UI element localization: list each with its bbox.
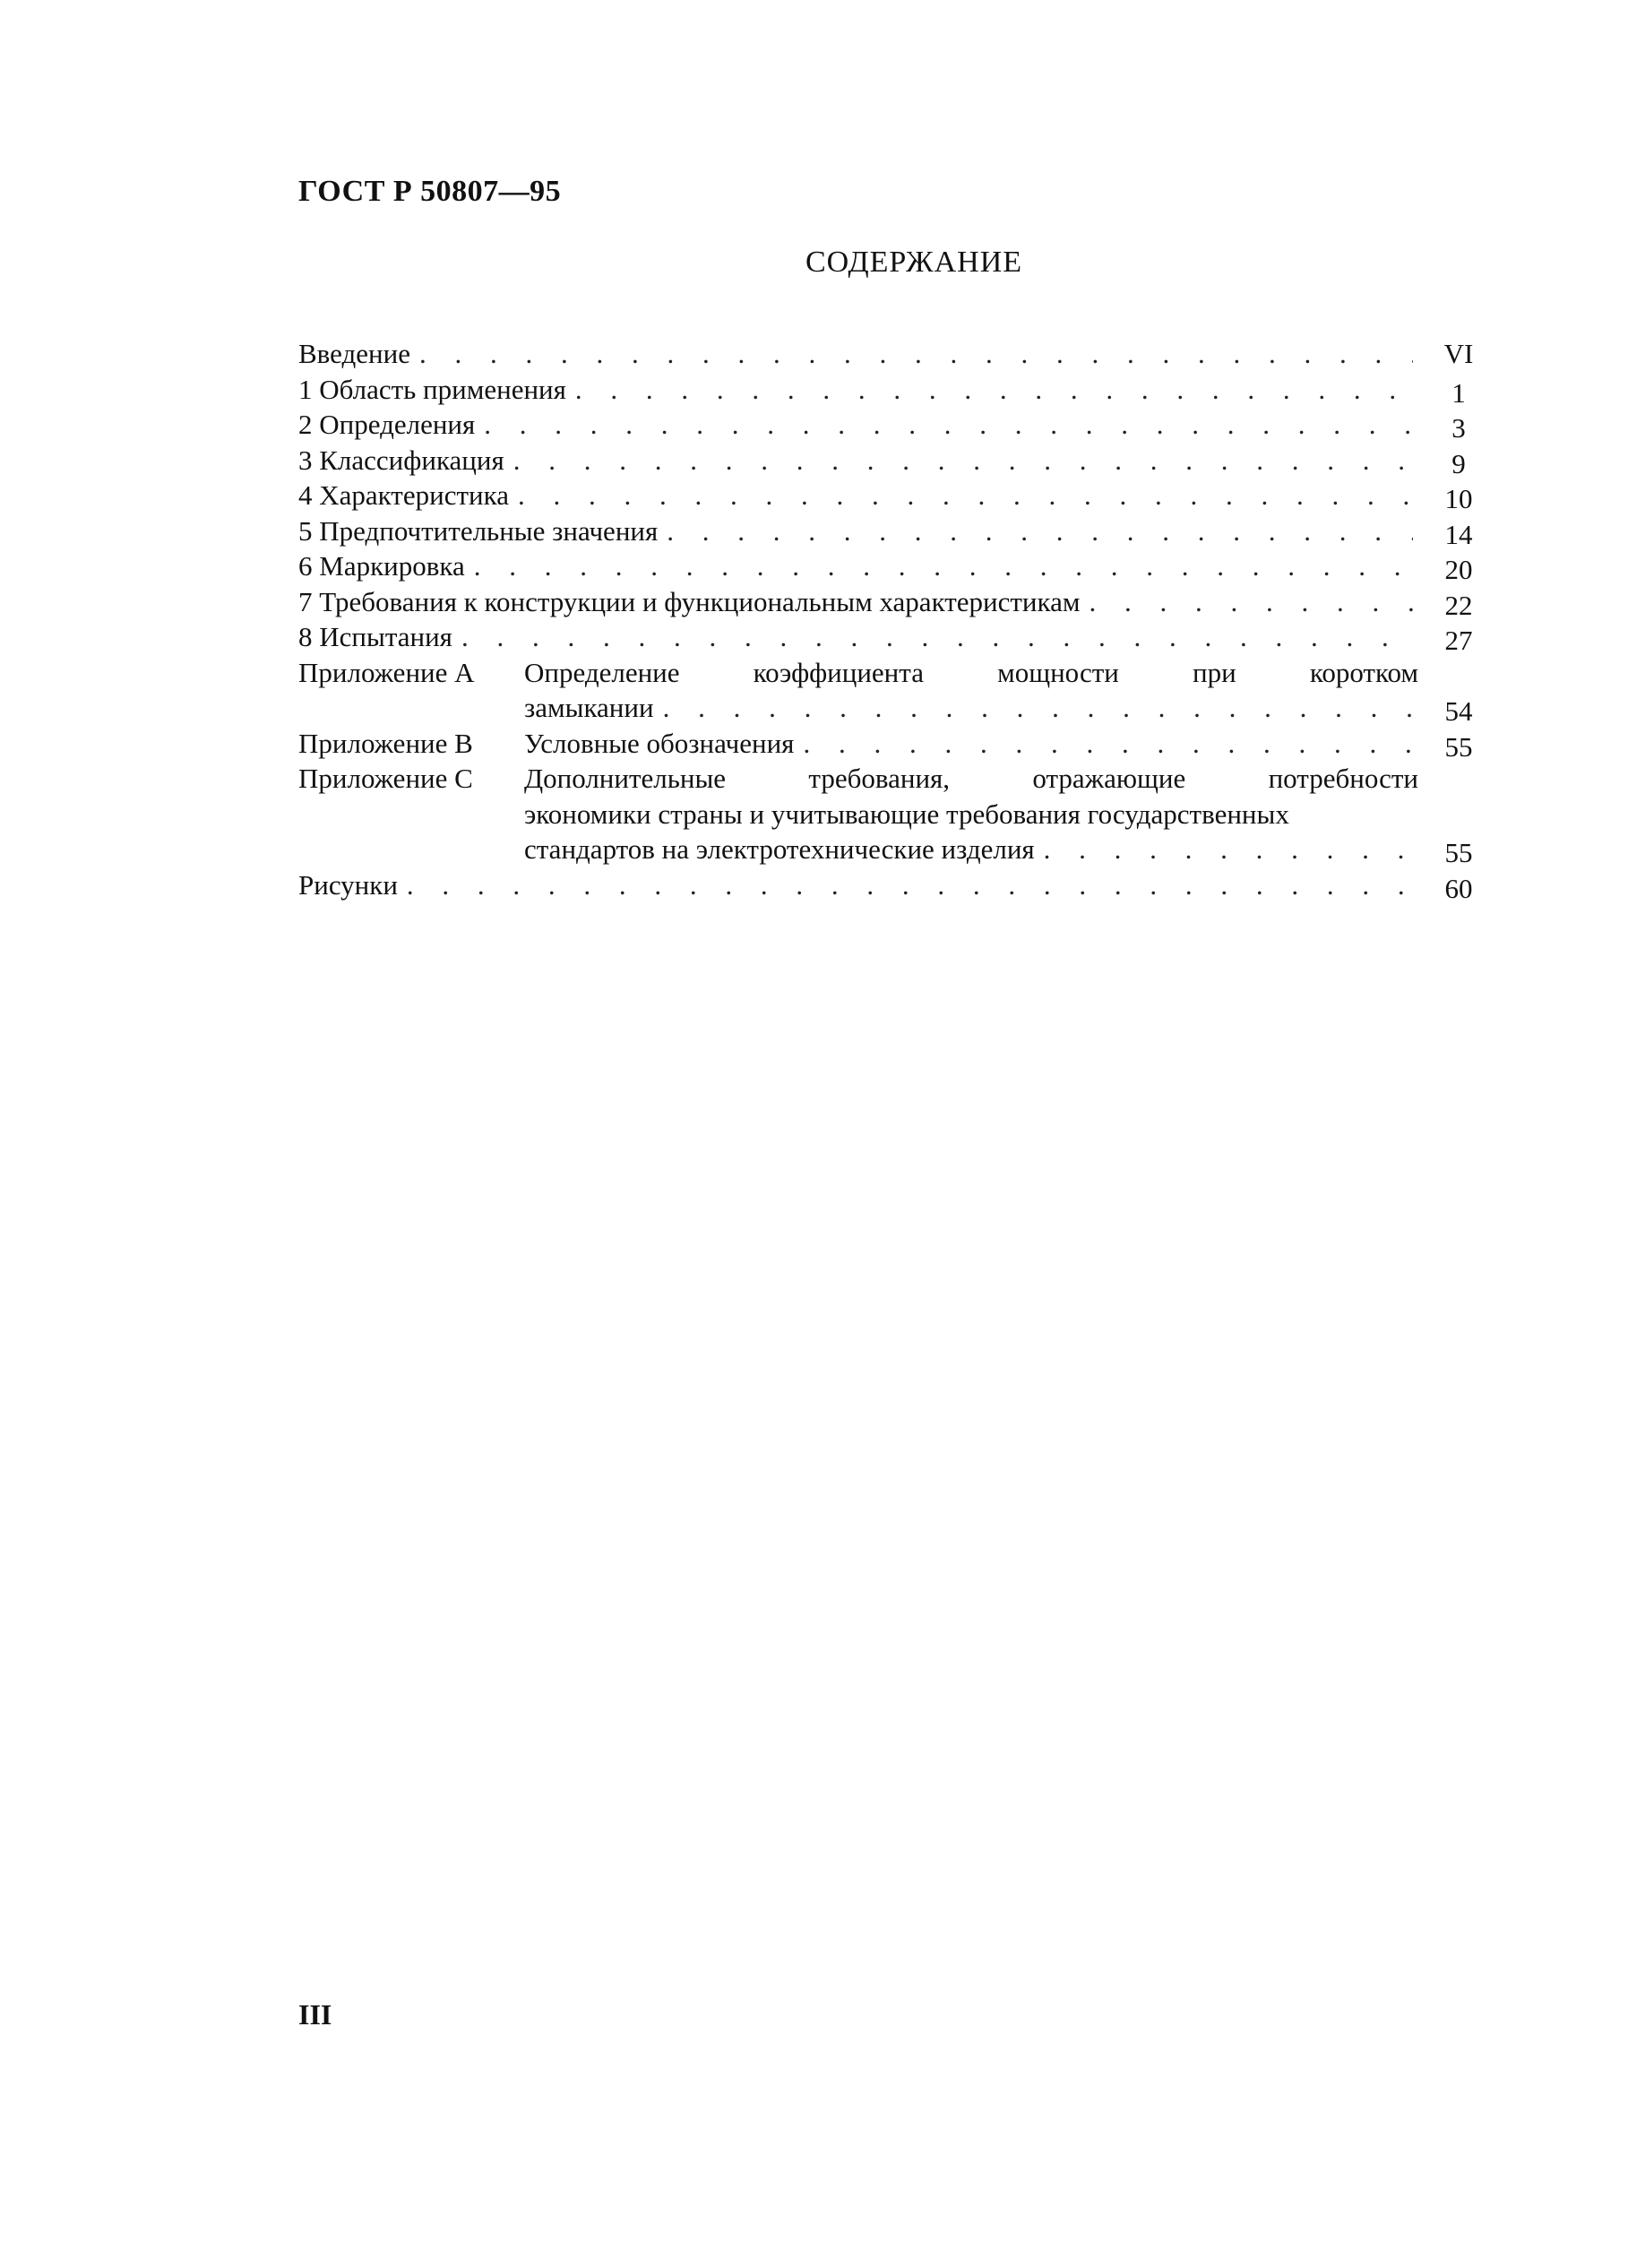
toc-entry-label: 3 Классификация bbox=[298, 444, 504, 476]
toc-entry-label: 1 Область применения bbox=[298, 373, 566, 405]
toc-page-number: 10 bbox=[1444, 483, 1473, 514]
toc-entry-word: мощности bbox=[997, 656, 1119, 688]
toc-entry-preferred-values[interactable] bbox=[298, 513, 1490, 549]
dot-leader bbox=[1089, 584, 1413, 620]
toc-entry-word: требования, bbox=[808, 763, 951, 794]
toc-entry-appendix-a[interactable] bbox=[298, 655, 1490, 726]
document-header: ГОСТ Р 50807—95 bbox=[298, 175, 562, 208]
toc-entry-label: Рисунки bbox=[298, 868, 398, 901]
toc-entry-label: 2 Определения bbox=[298, 409, 476, 440]
toc-page-number: 1 bbox=[1451, 376, 1466, 409]
toc-entry-characteristics[interactable] bbox=[298, 478, 1490, 513]
toc-entry-label: замыкании bbox=[524, 692, 654, 723]
toc-entry-appendix-b[interactable] bbox=[298, 726, 1490, 762]
toc-entry-tests[interactable] bbox=[298, 619, 1490, 655]
appendix-prefix: Приложение С bbox=[298, 763, 473, 794]
dot-leader bbox=[461, 619, 1413, 655]
toc-entry-label: стандартов на электротехнические изделия bbox=[524, 833, 1035, 865]
toc-entry-label: 6 Маркировка bbox=[298, 550, 465, 582]
dot-leader bbox=[518, 478, 1413, 513]
toc-page-number: 9 bbox=[1451, 447, 1466, 479]
appendix-prefix: Приложение В bbox=[298, 727, 473, 759]
toc-entry-word: при bbox=[1193, 656, 1236, 688]
toc-entry-classification[interactable] bbox=[298, 443, 1490, 479]
toc-page-number: 14 bbox=[1444, 518, 1473, 550]
toc-entry-appendix-c[interactable] bbox=[298, 761, 1490, 867]
toc-page-number: VI bbox=[1443, 338, 1474, 369]
toc-entry-word: отражающие bbox=[1032, 763, 1186, 794]
dot-leader bbox=[1044, 832, 1413, 867]
toc-entry-label: 4 Характеристика bbox=[298, 479, 509, 511]
toc-entry-design-requirements[interactable] bbox=[298, 584, 1490, 620]
toc-entry-figures[interactable] bbox=[298, 867, 1490, 903]
dot-leader bbox=[513, 443, 1413, 479]
dot-leader bbox=[419, 336, 1413, 372]
toc-page-number: 54 bbox=[1444, 694, 1473, 727]
table-of-contents bbox=[298, 336, 1490, 902]
dot-leader bbox=[484, 407, 1413, 443]
toc-entry-marking[interactable] bbox=[298, 548, 1490, 584]
toc-page-number: 55 bbox=[1444, 837, 1473, 868]
toc-entry-label: 5 Предпочтительные значения bbox=[298, 514, 659, 547]
toc-page-number: 22 bbox=[1444, 589, 1473, 621]
toc-entry-definitions[interactable] bbox=[298, 407, 1490, 443]
toc-page-number: 60 bbox=[1444, 872, 1473, 904]
dot-leader bbox=[663, 690, 1413, 726]
toc-page-number: 20 bbox=[1444, 554, 1473, 585]
toc-entry-label: 7 Требования к конструкции и функциональным характеристикам bbox=[298, 585, 1081, 617]
appendix-prefix: Приложение А bbox=[298, 656, 475, 688]
toc-entry-word: потребности bbox=[1268, 763, 1418, 794]
toc-entry-word: Определение bbox=[524, 656, 680, 688]
toc-entry-introduction[interactable] bbox=[298, 336, 1490, 372]
toc-entry-word: коэффициента bbox=[753, 656, 924, 688]
toc-entry-label: экономики страны и учитывающие требования государственных bbox=[524, 798, 1289, 830]
toc-entry-label: Условные обозначения bbox=[524, 727, 795, 759]
dot-leader bbox=[803, 726, 1413, 762]
toc-entry-word: Дополнительные bbox=[524, 763, 727, 794]
page-number: III bbox=[298, 1998, 332, 2031]
toc-entry-label: 8 Испытания bbox=[298, 621, 452, 652]
dot-leader bbox=[407, 867, 1413, 903]
dot-leader bbox=[575, 372, 1413, 408]
toc-page-number: 27 bbox=[1444, 625, 1473, 656]
toc-entry-label: Введение bbox=[298, 338, 410, 369]
toc-page-number: 55 bbox=[1444, 730, 1473, 763]
dot-leader bbox=[474, 548, 1413, 584]
toc-entry-word: коротком bbox=[1309, 656, 1418, 688]
dot-leader bbox=[667, 513, 1413, 549]
toc-page-number: 3 bbox=[1451, 412, 1466, 444]
toc-entry-scope[interactable] bbox=[298, 372, 1490, 408]
page-title: СОДЕРЖАНИЕ bbox=[805, 246, 1023, 279]
